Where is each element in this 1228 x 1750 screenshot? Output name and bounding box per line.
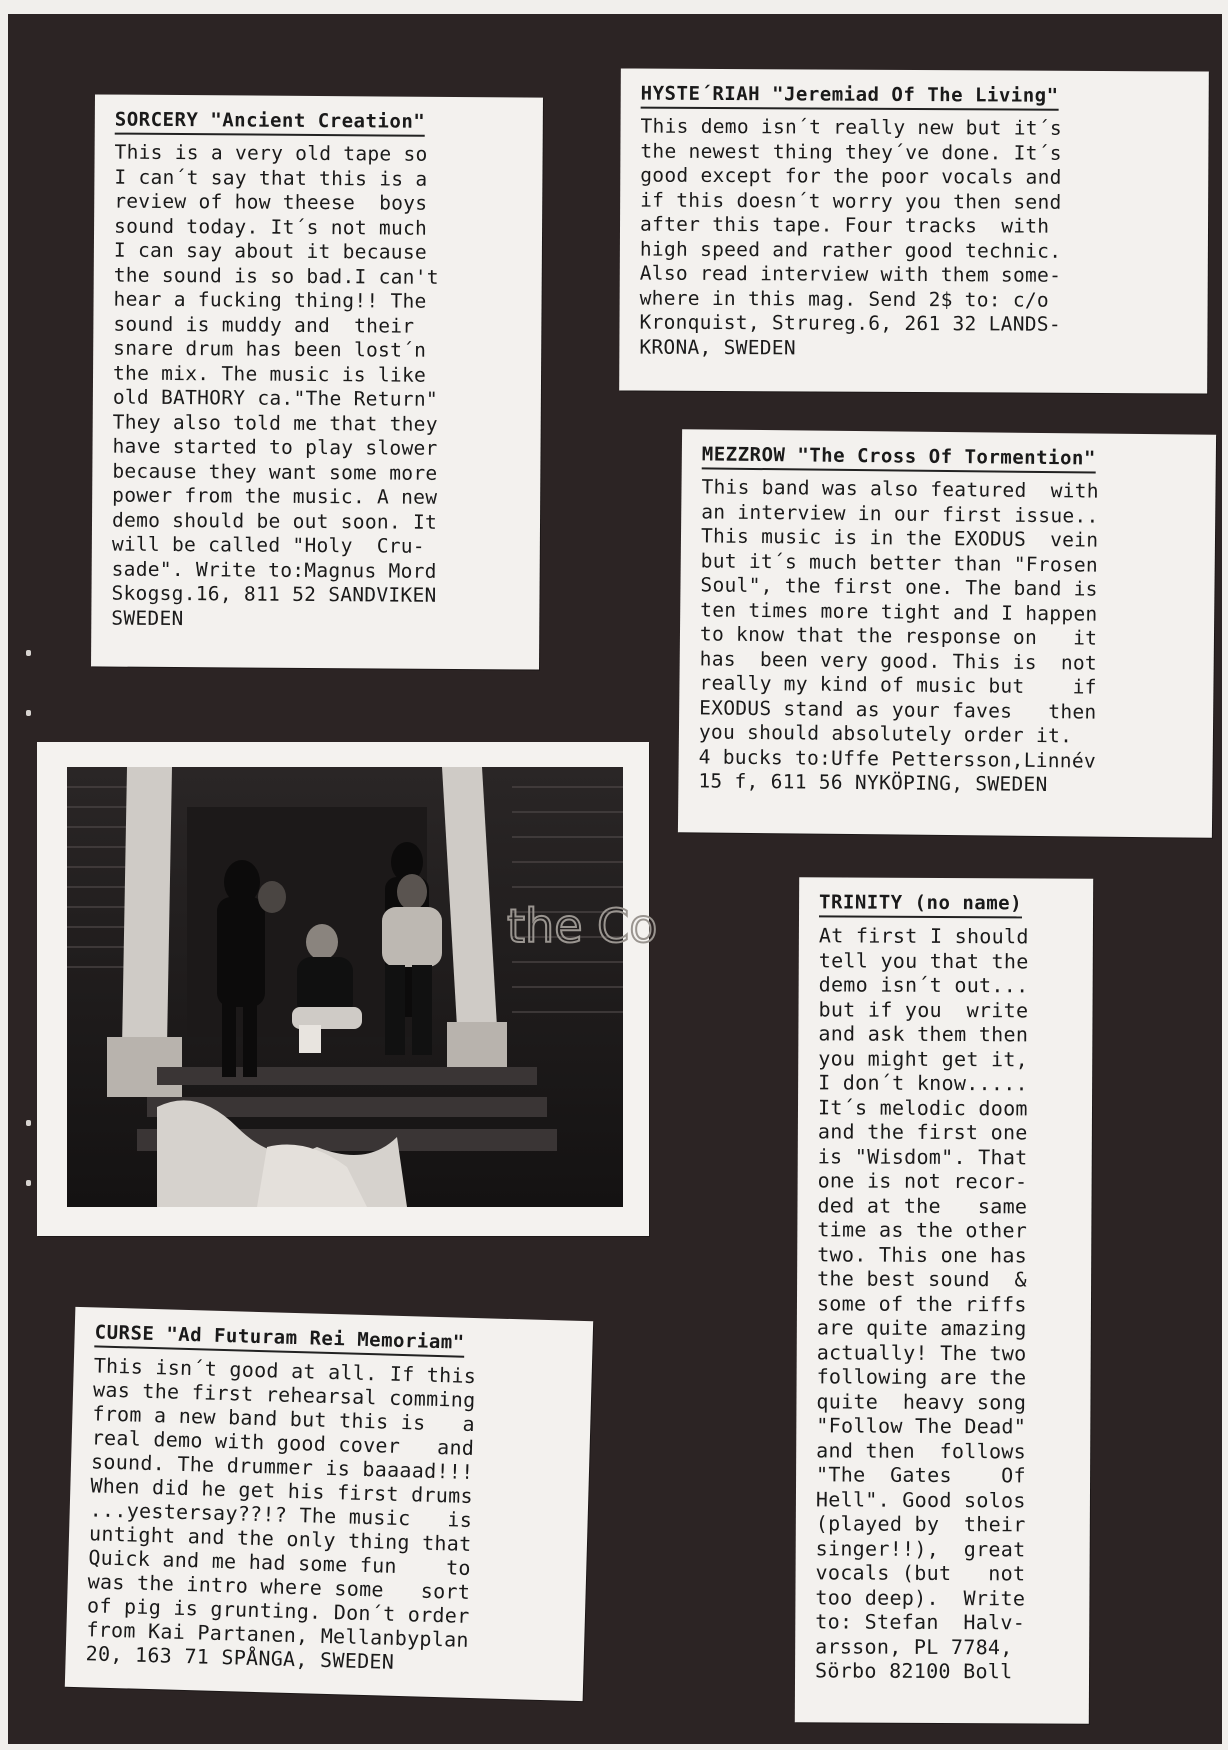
review-body: This is a very old tape so I can´t say that this is a review of how theese boys sound today. It´s not much I can say about it because the sound is so bad.I can't hear a fucking thing!! The sound is muddy and their snare drum has been lost´n the mix. The music is like old BATHORY ca."The Return" They also told me that they have started to play slower because they want some more power from the music. A new demo should be out soon. It will be called "Holy Cru- sade". Write to:Magnus Mord Skogsg.16, 811 52 SANDVIKEN SWEDEN	[111, 140, 439, 630]
review-body: This demo isn´t really new but it´s the newest thing they´ve done. It´s good except for the poor vocals and if this doesn´t worry you then send after this tape. Four tracks with high speed and rather good technic. Also read interview with them some- where in this mag. Send 2$ to: c/o Kronquist, Strureg.6, 261 32 LANDS- KRONA, SWEDEN	[639, 114, 1063, 359]
band-photo-image	[67, 767, 658, 1207]
review-heading: SORCERY "Ancient Creation"	[115, 109, 426, 137]
review-body: This band was also featured with an interview in our first issue.. This music is in the EXODUS vein but it´s much better than "Frosen Soul", the first one. The band is ten times more tight and I happen to know that the response on it has been very good. This is not really my kind of music but if EXODUS stand as your faves then you should absolutely order it. 4 bucks to:Uffe Pettersson,Linnév 15 f, 611 56 NYKÖPING, SWEDEN	[698, 475, 1099, 797]
review-curse	[65, 1307, 593, 1701]
review-sorcery	[91, 94, 543, 669]
review-heading: HYSTE´RIAH "Jeremiad Of The Living"	[641, 83, 1059, 111]
review-heading: MEZZROW "The Cross Of Tormention"	[702, 443, 1096, 473]
review-mezzrow	[678, 429, 1216, 838]
review-body: This isn´t good at all. If this was the first rehearsal comming from a new band but this is a real demo with good cover and sound. The drummer is baaaad!!! When did he get his first drums ...yestersay??!? The music is untight and the only thing that Quick and me had some fun to was the intro where some sort of pig is grunting. Don´t order from Kai Partanen, Mellanbyplan 20, 163 71 SPÅNGA, SWEDEN	[85, 1353, 477, 1674]
review-body: At first I should tell you that the demo isn´t out... but if you write and ask them then you might get it, I don´t know..... It´s melodic doom and the first one is "Wisdom". That one is not recor- ded at the same time as the other two. This one has the best sound & some of the riffs are quite amazing actually! The two following are the quite heavy song "Follow The Dead" and then follows "The Gates Of Hell". Good solos (played by their singer!!), great vocals (but not too deep). Write to: Stefan Halv- arsson, PL 7784, Sörbo 82100 Boll	[814, 923, 1029, 1684]
review-heading: TRINITY (no name)	[819, 891, 1022, 918]
review-trinity	[795, 877, 1093, 1724]
band-photo	[67, 767, 658, 1207]
review-hysteriah	[619, 68, 1209, 393]
band-photo-frame	[37, 742, 658, 1236]
review-heading: CURSE "Ad Futuram Rei Memoriam"	[94, 1321, 465, 1357]
graffiti: the Co	[507, 899, 658, 953]
